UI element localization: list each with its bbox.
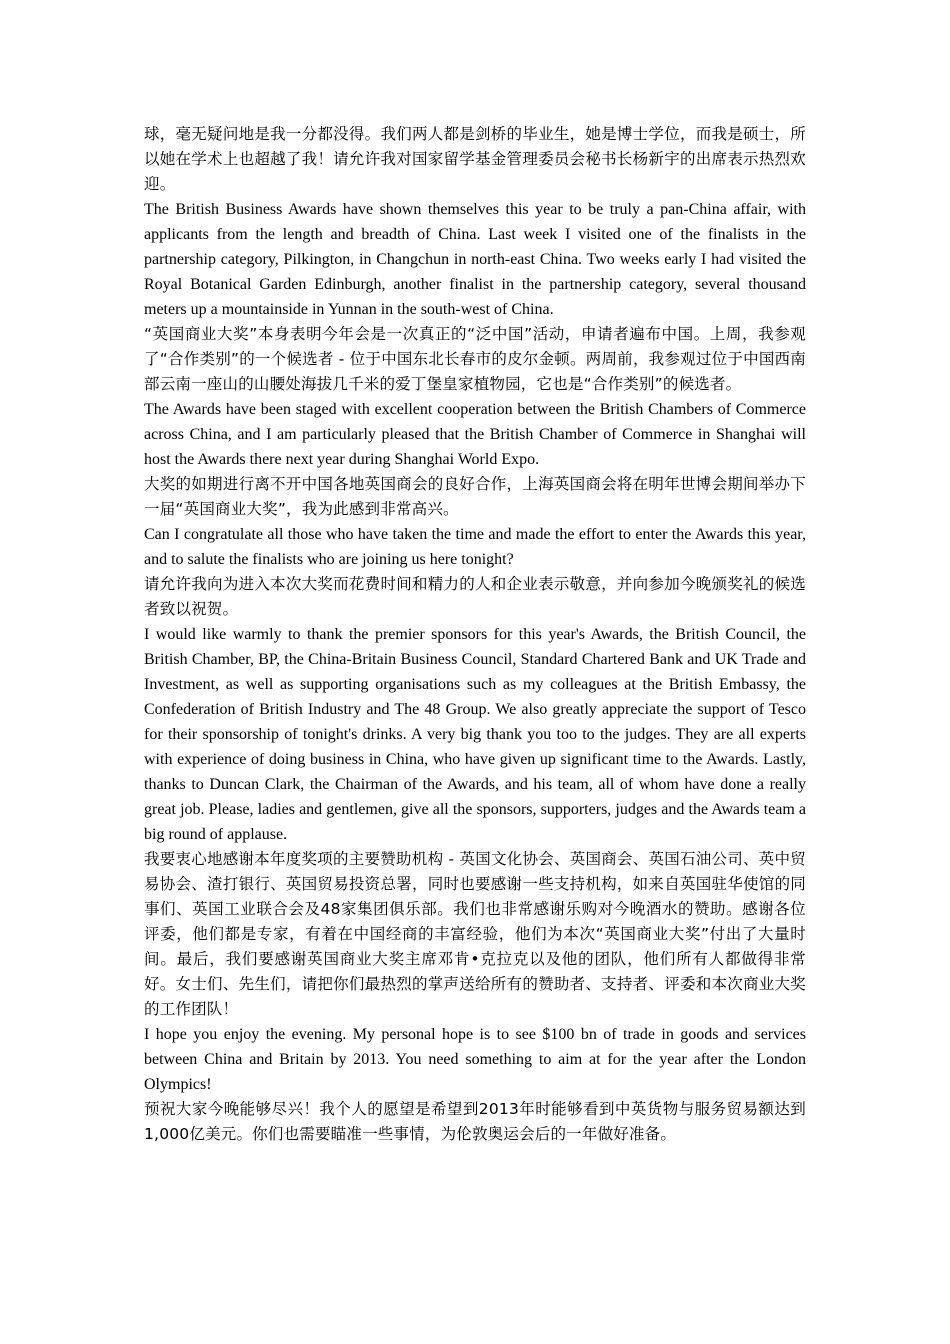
paragraph-zh-welcome: 球，毫无疑问地是我一分都没得。我们两人都是剑桥的毕业生，她是博士学位，而我是硕士，所以她在学术上也超越了我！请允许我对国家留学基金管理委员会秘书长杨新宇的出席表示热烈欢迎。 (144, 125, 806, 193)
paragraph-zh-cooperation: 大奖的如期进行离不开中国各地英国商会的良好合作，上海英国商会将在明年世博会期间举办下一届“英国商业大奖”，我为此感到非常高兴。 (144, 475, 806, 518)
paragraph-en-cooperation: The Awards have been staged with excellent cooperation between the British Chambers of Commerce across China, and I am particularly pleased that the British Chamber of Commerce in Shanghai will host the Awards there next year during Shanghai World Expo. (144, 401, 806, 468)
paragraph-zh-pan-china: “英国商业大奖”本身表明今年会是一次真正的“泛中国”活动，申请者遍布中国。上周，我参观了“合作类别”的一个候选者 - 位于中国东北长春市的皮尔金顿。两周前，我参观过位于中国西南部云南一座山的山腰处海拔几千米的爱丁堡皇家植物园，它也是“合作类别”的候选者。 (144, 325, 806, 393)
paragraph-zh-sponsors: 我要衷心地感谢本年度奖项的主要赞助机构 - 英国文化协会、英国商会、英国石油公司、英中贸易协会、渣打银行、英国贸易投资总署，同时也要感谢一些支持机构，如来自英国驻华使馆的同事们、英国工业联合会及48家集团俱乐部。我们也非常感谢乐购对今晚酒水的赞助。感谢各位评委，他们都是专家，有着在中国经商的丰富经验，他们为本次“英国商业大奖”付出了大量时间。最后，我们要感谢英国商业大奖主席邓肯•克拉克以及他的团队，他们所有人都做得非常好。女士们、先生们，请把你们最热烈的掌声送给所有的赞助者、支持者、评委和本次商业大奖的工作团队！ (144, 850, 806, 1018)
paragraph-en-pan-china: The British Business Awards have shown themselves this year to be truly a pan-China affair, with applicants from the length and breadth of China. Last week I visited one of the finalists in the partnership category, Pilkington, in Changchun in north-east China. Two weeks early I had visited the Royal Botanical Garden Edinburgh, another finalist in the partnership category, several thousand meters up a mountainside in Yunnan in the south-west of China. (144, 201, 806, 318)
paragraph-zh-closing: 预祝大家今晚能够尽兴！我个人的愿望是希望到2013年时能够看到中英货物与服务贸易额达到1,000亿美元。你们也需要瞄准一些事情，为伦敦奥运会后的一年做好准备。 (144, 1100, 806, 1143)
paragraph-en-congratulate: Can I congratulate all those who have taken the time and made the effort to enter the Awards this year, and to salute the finalists who are joining us here tonight? (144, 526, 806, 568)
document-page (144, 122, 806, 1147)
paragraph-en-sponsors: I would like warmly to thank the premier sponsors for this year's Awards, the British Council, the British Chamber, BP, the China-Britain Business Council, Standard Chartered Bank and UK Trade and Investment, as well as supporting organisations such as my colleagues at the British Embassy, the Confederation of British Industry and The 48 Group. We also greatly appreciate the support of Tesco for their sponsorship of tonight's drinks. A very big thank you too to the judges. They are all experts with experience of doing business in China, who have given up significant time to the Awards. Lastly, thanks to Duncan Clark, the Chairman of the Awards, and his team, all of whom have done a really great job. Please, ladies and gentlemen, give all the sponsors, supporters, judges and the Awards team a big round of applause. (144, 626, 806, 843)
paragraph-zh-congratulate: 请允许我向为进入本次大奖而花费时间和精力的人和企业表示敬意，并向参加今晚颁奖礼的候选者致以祝贺。 (144, 575, 806, 618)
paragraph-en-closing: I hope you enjoy the evening. My personal hope is to see $100 bn of trade in goods and services between China and Britain by 2013. You need something to aim at for the year after the London Olympics! (144, 1026, 806, 1093)
